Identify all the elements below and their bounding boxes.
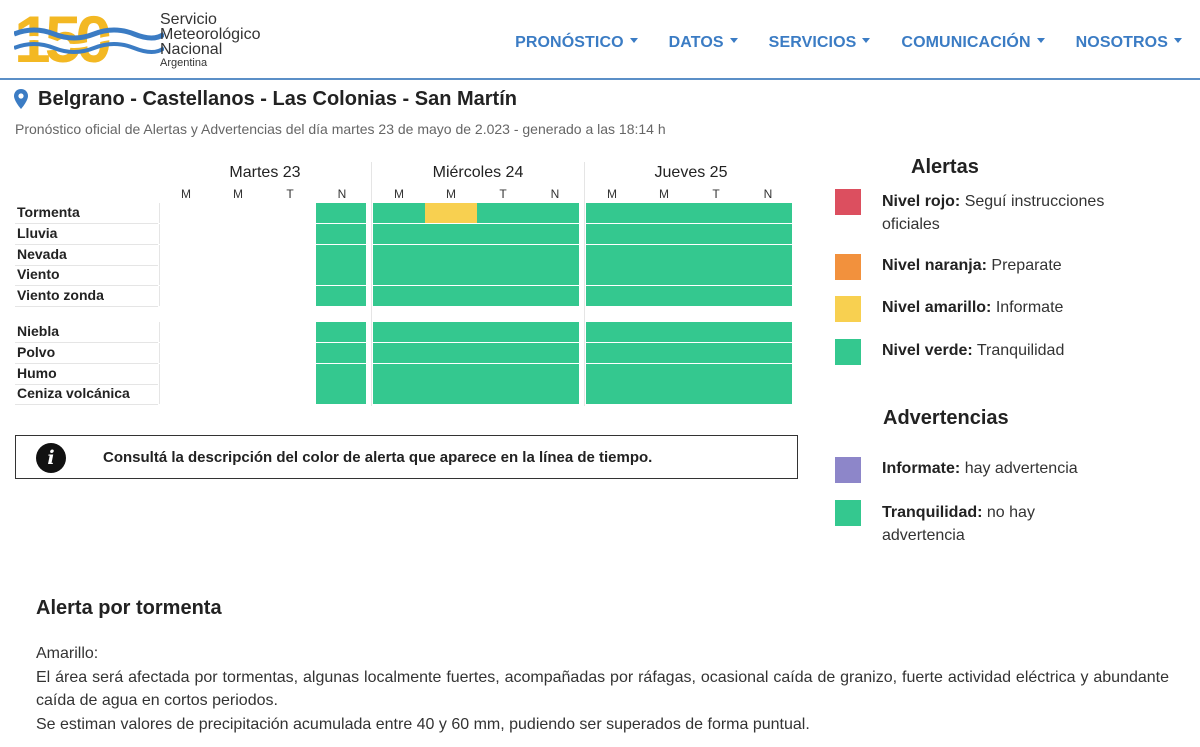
nav-label: DATOS <box>668 34 724 51</box>
alert-cell-green[interactable] <box>742 224 792 244</box>
legend-desc: Informate <box>995 299 1064 316</box>
swatch-yellow <box>835 296 861 322</box>
slot-label: M <box>181 187 191 201</box>
alert-cell-green[interactable] <box>638 384 690 404</box>
alert-cell-green[interactable] <box>477 286 529 306</box>
alert-cell-green[interactable] <box>425 286 477 306</box>
alert-cell-green[interactable] <box>529 265 579 285</box>
alert-cell-green[interactable] <box>638 343 690 363</box>
alert-cell-green[interactable] <box>638 265 690 285</box>
legend-name: Nivel naranja: <box>882 257 987 274</box>
alert-cell-green[interactable] <box>742 322 792 342</box>
alert-cell-green[interactable] <box>529 286 579 306</box>
alert-cell-green[interactable] <box>477 203 529 223</box>
legend-green <box>882 339 1112 362</box>
nav-servicios[interactable] <box>769 34 871 52</box>
row-divider <box>15 404 158 405</box>
row-label: Viento <box>17 266 60 283</box>
alert-cell-green[interactable] <box>638 364 690 384</box>
legend-desc: Seguí instrucciones oficiales <box>882 193 1105 233</box>
alert-cell-green[interactable] <box>316 224 366 244</box>
row-divider <box>159 343 160 363</box>
alert-cell-green[interactable] <box>373 265 425 285</box>
row-divider <box>15 306 158 307</box>
alert-cell-green[interactable] <box>690 322 742 342</box>
alert-cell-green[interactable] <box>477 322 529 342</box>
caret-down-icon <box>1174 38 1182 43</box>
alert-cell-green[interactable] <box>586 384 638 404</box>
row-label: Tormenta <box>17 204 80 220</box>
slot-label: M <box>659 187 669 201</box>
alert-cell-green[interactable] <box>373 364 425 384</box>
alert-cell-green[interactable] <box>316 245 366 265</box>
row-label: Lluvia <box>17 224 58 241</box>
legend-name: Nivel amarillo: <box>882 299 992 316</box>
alert-cell-green[interactable] <box>477 364 529 384</box>
row-divider <box>159 364 160 384</box>
swatch-green <box>835 339 861 365</box>
alert-cell-green[interactable] <box>690 343 742 363</box>
legend-alerts-title: Alertas <box>911 156 979 178</box>
alert-cell-green[interactable] <box>316 265 366 285</box>
alert-cell-green[interactable] <box>477 245 529 265</box>
alert-cell-green[interactable] <box>477 224 529 244</box>
nav-label: NOSOTROS <box>1075 34 1168 51</box>
alert-cell-green[interactable] <box>316 286 366 306</box>
alert-cell-green[interactable] <box>425 343 477 363</box>
description-paragraph-1: El área será afectada por tormentas, algunas localmente fuertes, acompañadas por ráfagas, ocasional caída de granizo, fuerte actividad eléctrica y abundante caída de agua en cortos periodos. <box>36 668 1169 709</box>
description-paragraph-2: Se estiman valores de precipitación acumulada entre 40 y 60 mm, pudiendo ser superados de forma puntual. <box>36 715 810 733</box>
alert-cell-green[interactable] <box>586 343 638 363</box>
site-header <box>0 0 1200 80</box>
alert-cell-green[interactable] <box>529 364 579 384</box>
alert-cell-green[interactable] <box>586 203 638 223</box>
main-nav <box>484 34 1182 52</box>
alert-cell-green[interactable] <box>690 245 742 265</box>
row-divider <box>159 322 160 342</box>
alert-cell-green[interactable] <box>586 265 638 285</box>
row-divider <box>159 203 160 223</box>
slot-label: N <box>550 187 560 201</box>
nav-datos[interactable] <box>669 34 738 52</box>
row-label: Nevada <box>17 245 67 262</box>
alert-cell-green[interactable] <box>529 322 579 342</box>
description-level: Amarillo: <box>36 645 99 662</box>
row-divider <box>159 245 160 265</box>
legend-name: Nivel verde: <box>882 342 973 359</box>
info-text: Consultá la descripción del color de alerta que aparece en la línea de tiempo. <box>103 449 653 466</box>
alert-cell-green[interactable] <box>690 364 742 384</box>
page-subtitle: Pronóstico oficial de Alertas y Advertencias del día martes 23 de mayo de 2.023 - generado a las 18:14 h <box>15 121 666 137</box>
caret-down-icon <box>1037 38 1045 43</box>
nav-pronostico[interactable] <box>515 34 638 52</box>
alert-cell-green[interactable] <box>425 245 477 265</box>
slot-label: N <box>337 187 347 201</box>
nav-label: COMUNICACIÓN <box>901 34 1031 51</box>
legend-red <box>882 190 1112 236</box>
alert-cell-green[interactable] <box>638 286 690 306</box>
alert-cell-green[interactable] <box>529 245 579 265</box>
logo-150-graphic <box>14 6 164 68</box>
alert-cell-green[interactable] <box>586 286 638 306</box>
alert-cell-green[interactable] <box>373 343 425 363</box>
caret-down-icon <box>730 38 738 43</box>
alert-cell-green[interactable] <box>373 384 425 404</box>
map-pin-icon <box>14 89 28 109</box>
legend-name: Tranquilidad: <box>882 504 983 521</box>
alert-cell-green[interactable] <box>742 245 792 265</box>
alert-cell-green[interactable] <box>316 203 366 223</box>
alert-cell-green[interactable] <box>316 384 366 404</box>
logo-org-line3: Nacional <box>160 41 223 58</box>
alert-cell-green[interactable] <box>586 322 638 342</box>
alert-cell-green[interactable] <box>690 203 742 223</box>
alert-cell-green[interactable] <box>373 224 425 244</box>
row-label: Viento zonda <box>17 287 104 304</box>
day-divider <box>371 162 372 406</box>
slot-label: N <box>763 187 773 201</box>
alert-cell-green[interactable] <box>690 384 742 404</box>
alert-cell-green[interactable] <box>638 224 690 244</box>
alert-cell-green[interactable] <box>529 384 579 404</box>
slot-label: M <box>607 187 617 201</box>
alert-cell-green[interactable] <box>316 364 366 384</box>
legend-informate <box>882 457 1112 480</box>
alert-cell-green[interactable] <box>742 364 792 384</box>
row-divider <box>159 384 160 404</box>
swatch-green-warning <box>835 500 861 526</box>
alert-cell-green[interactable] <box>477 343 529 363</box>
logo-number: 150 <box>14 6 107 68</box>
alert-cell-green[interactable] <box>742 384 792 404</box>
alert-cell-green[interactable] <box>690 265 742 285</box>
alert-cell-green[interactable] <box>638 245 690 265</box>
legend-orange <box>882 254 1112 277</box>
alert-cell-green[interactable] <box>690 224 742 244</box>
alert-cell-green[interactable] <box>477 265 529 285</box>
swatch-purple <box>835 457 861 483</box>
alert-cell-green[interactable] <box>638 203 690 223</box>
swatch-red <box>835 189 861 215</box>
alert-cell-green[interactable] <box>742 203 792 223</box>
day-divider <box>584 162 585 406</box>
row-label: Niebla <box>17 323 60 339</box>
alert-cell-green[interactable] <box>742 265 792 285</box>
nav-label: PRONÓSTICO <box>515 34 624 51</box>
row-label: Humo <box>17 364 57 381</box>
alert-cell-green[interactable] <box>742 286 792 306</box>
alert-cell-green[interactable] <box>316 343 366 363</box>
alert-cell-green[interactable] <box>425 364 477 384</box>
alert-cell-green[interactable] <box>373 245 425 265</box>
nav-nosotros[interactable] <box>1076 34 1182 52</box>
logo-org-line2: Meteorológico <box>160 26 261 43</box>
slot-label: M <box>394 187 404 201</box>
row-label: Polvo <box>17 343 56 360</box>
day-header: Jueves 25 <box>654 164 728 181</box>
legend-name: Informate: <box>882 460 961 477</box>
alert-cell-green[interactable] <box>373 322 425 342</box>
info-icon: i <box>36 443 66 473</box>
slot-label: M <box>233 187 243 201</box>
slot-label: T <box>286 187 294 201</box>
alert-cell-green[interactable] <box>690 286 742 306</box>
legend-name: Nivel rojo: <box>882 193 961 210</box>
day-header: Martes 23 <box>229 164 301 181</box>
alert-cell-green[interactable] <box>586 245 638 265</box>
row-divider <box>159 265 160 285</box>
alert-cell-green[interactable] <box>638 322 690 342</box>
legend-desc: no hay advertencia <box>882 504 1035 544</box>
info-notice <box>15 435 798 479</box>
legend-desc: hay advertencia <box>964 460 1078 477</box>
description-title: Alerta por tormenta <box>36 597 222 619</box>
slot-label: T <box>712 187 720 201</box>
caret-down-icon <box>630 38 638 43</box>
alert-cell-yellow[interactable] <box>425 203 477 223</box>
alert-cell-green[interactable] <box>586 364 638 384</box>
swatch-orange <box>835 254 861 280</box>
nav-comunicacion[interactable] <box>901 34 1044 52</box>
logo-country: Argentina <box>160 57 208 69</box>
legend-tranquilidad <box>882 501 1082 547</box>
smn-logo[interactable] <box>14 6 294 68</box>
logo-org-line1: Servicio <box>160 11 217 28</box>
legend-desc: Tranquilidad <box>976 342 1065 359</box>
caret-down-icon <box>862 38 870 43</box>
day-header: Miércoles 24 <box>432 164 524 181</box>
legend-warnings-title: Advertencias <box>883 407 1009 429</box>
alert-cell-green[interactable] <box>477 384 529 404</box>
page-title: Belgrano - Castellanos - Las Colonias - San Martín <box>38 88 517 110</box>
legend-desc: Preparate <box>991 257 1062 274</box>
description-body <box>36 642 1169 736</box>
slot-label: M <box>446 187 456 201</box>
alert-cell-green[interactable] <box>742 343 792 363</box>
alert-cell-green[interactable] <box>425 265 477 285</box>
alert-timeline-grid <box>15 160 800 410</box>
alert-cell-green[interactable] <box>586 224 638 244</box>
alert-cell-green[interactable] <box>529 343 579 363</box>
slot-label: T <box>499 187 507 201</box>
legend-yellow <box>882 296 1112 319</box>
row-label: Ceniza volcánica <box>17 385 130 402</box>
alert-cell-green[interactable] <box>529 224 579 244</box>
alert-cell-green[interactable] <box>373 203 425 223</box>
alert-cell-green[interactable] <box>425 384 477 404</box>
row-divider <box>159 224 160 244</box>
alert-cell-green[interactable] <box>425 224 477 244</box>
nav-label: SERVICIOS <box>768 34 857 51</box>
alert-cell-green[interactable] <box>373 286 425 306</box>
alert-cell-green[interactable] <box>316 322 366 342</box>
logo-text <box>160 12 261 69</box>
alert-cell-green[interactable] <box>425 322 477 342</box>
row-divider <box>159 286 160 306</box>
alert-cell-green[interactable] <box>529 203 579 223</box>
